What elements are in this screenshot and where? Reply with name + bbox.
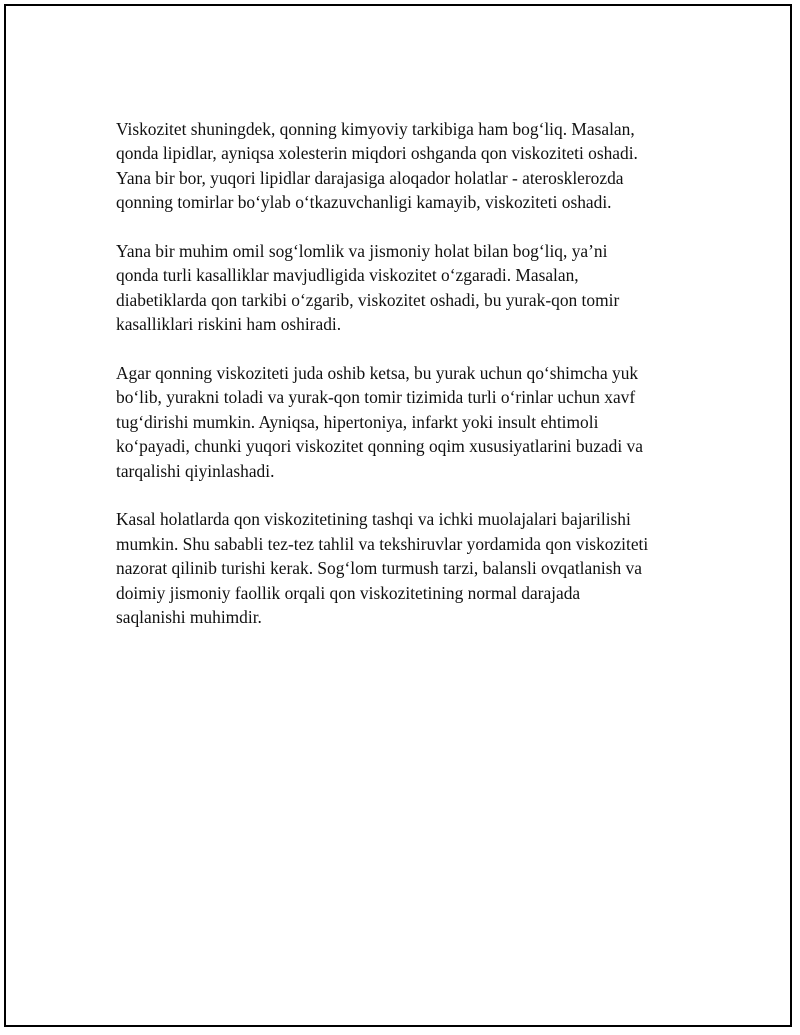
- text-line: nazorat qilinib turishi kerak. Sog‘lom turmush tarzi, balansli ovqatlanish va: [116, 558, 642, 579]
- text-line: mumkin. Shu sababli tez-tez tahlil va tekshiruvlar yordamida qon viskoziteti: [116, 533, 649, 554]
- text-line: Viskozitet shuningdek, qonning kimyoviy tarkibiga ham bog‘liq. Masalan,: [116, 119, 635, 139]
- text-line: saqlanishi muhimdir.: [116, 607, 262, 628]
- text-line: tug‘dirishi mumkin. Ayniqsa, hipertoniya, infarkt yoki insult ehtimoli: [116, 411, 599, 432]
- paragraph-4: [116, 507, 686, 629]
- text-line: diabetiklarda qon tarkibi o‘zgarib, viskozitet oshadi, bu yurak-qon tomir: [116, 289, 620, 310]
- text-line: Kasal holatlarda qon viskozitetining tashqi va ichki muolajalari bajarilishi: [116, 509, 631, 530]
- paragraph-2: [116, 239, 686, 337]
- text-line: qonda lipidlar, ayniqsa xolesterin miqdori oshganda qon viskoziteti oshadi.: [116, 143, 638, 164]
- text-line: bo‘lib, yurakni toladi va yurak-qon tomir tizimida turli o‘rinlar uchun xavf: [116, 387, 636, 408]
- text-line: qonning tomirlar bo‘ylab o‘tkazuvchanligi kamayib, viskoziteti oshadi.: [116, 192, 612, 213]
- text-line: kasalliklari riskini ham oshiradi.: [116, 314, 342, 335]
- paragraph-3: [116, 361, 686, 483]
- text-line: tarqalishi qiyinlashadi.: [116, 460, 275, 481]
- text-line: Agar qonning viskoziteti juda oshib ketsa, bu yurak uchun qo‘shimcha yuk: [116, 363, 639, 384]
- text-line: ko‘payadi, chunki yuqori viskozitet qonning oqim xususiyatlarini buzadi va: [116, 436, 643, 457]
- text-line: Yana bir muhim omil sog‘lomlik va jismoniy holat bilan bog‘liq, ya’ni: [116, 241, 608, 262]
- text-line: doimiy jismoniy faollik orqali qon viskozitetining normal darajada: [116, 582, 581, 603]
- paragraph-1: [116, 117, 686, 215]
- document-body: [116, 117, 686, 654]
- text-line: Yana bir bor, yuqori lipidlar darajasiga aloqador holatlar - aterosklerozda: [116, 167, 624, 188]
- text-line: qonda turli kasalliklar mavjudligida viskozitet o‘zgaradi. Masalan,: [116, 265, 579, 286]
